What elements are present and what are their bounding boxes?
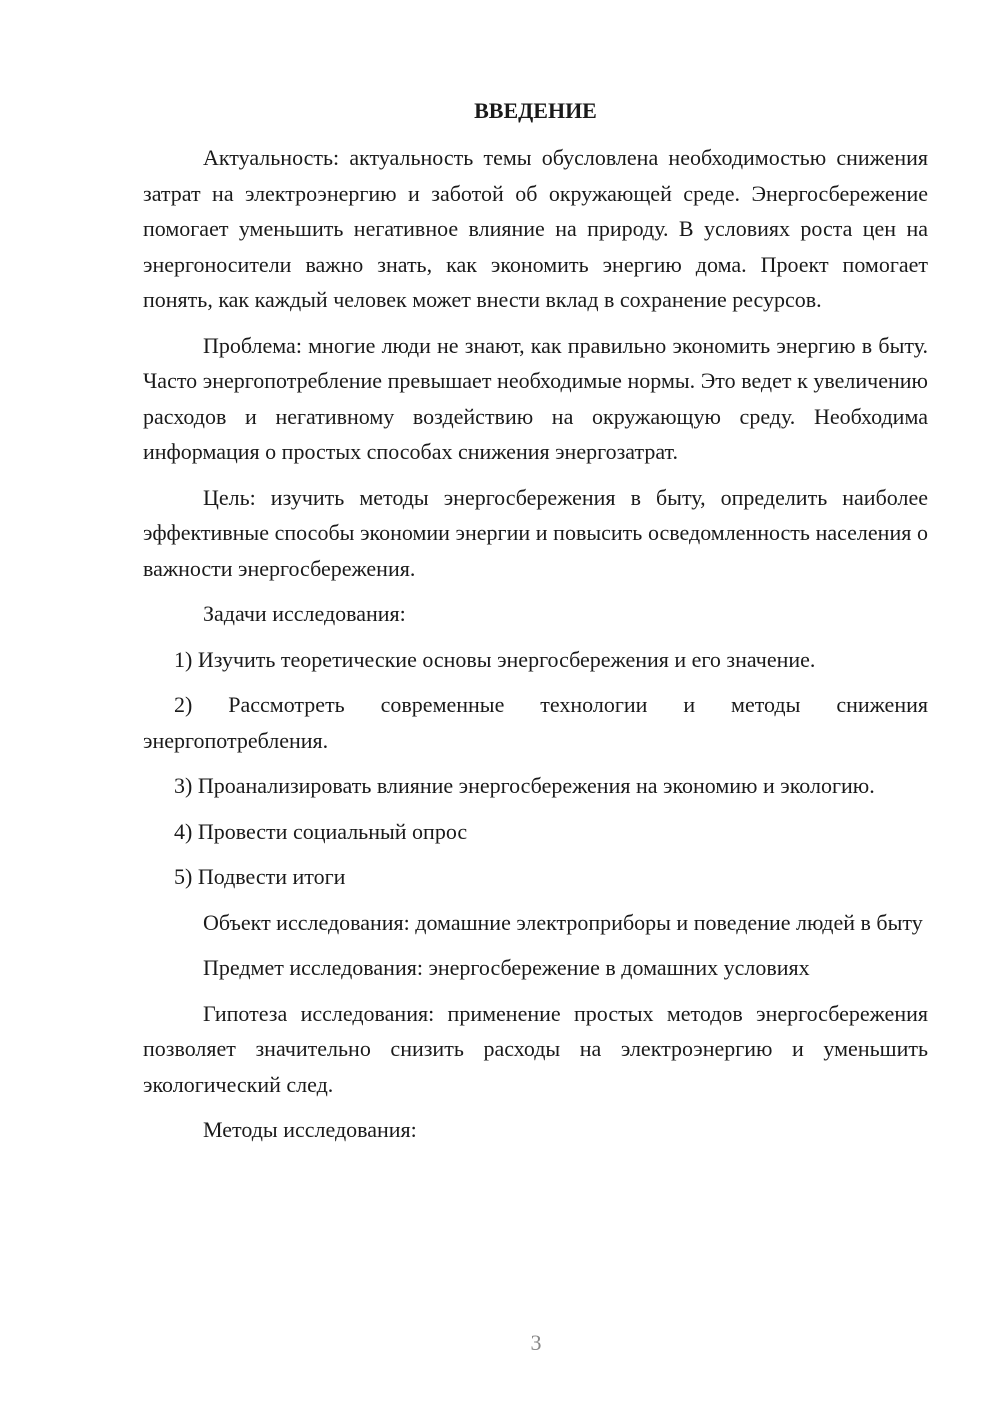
paragraph-relevance: Актуальность: актуальность темы обусловлена необходимостью снижения затрат на электроэнергию и заботой об окружающей среде. Энергосбережение помогает уменьшить негативное влияние на природу. В условиях роста цен на энергоносители важно знать, как экономить энергию дома. Проект помогает понять, как каждый человек может внести вклад в сохранение ресурсов. <box>143 145 928 312</box>
section-title: ВВЕДЕНИЕ <box>474 98 597 123</box>
paragraph-problem: Проблема: многие люди не знают, как правильно экономить энергию в быту. Часто энергопотребление превышает необходимые нормы. Это ведет к увеличению расходов и негативному воздействию на окружающую среду. Необходима информация о простых способах снижения энергозатрат. <box>143 332 928 464</box>
task-item-3: 3) Проанализировать влияние энергосбережения на экономию и экологию. <box>174 773 875 798</box>
page-number: 3 <box>530 1330 542 1355</box>
task-item-5: 5) Подвести итоги <box>174 864 346 889</box>
paragraph-hypothesis: Гипотеза исследования: применение простых методов энергосбережения позволяет значительно снизить расходы на электроэнергию и уменьшить экологический след. <box>143 1000 928 1097</box>
methods-heading: Методы исследования: <box>203 1117 417 1142</box>
paragraph-object: Объект исследования: домашние электроприборы и поведение людей в быту <box>203 909 923 935</box>
task-item-4: 4) Провести социальный опрос <box>174 818 468 844</box>
task-item-1: 1) Изучить теоретические основы энергосбережения и его значение. <box>174 646 816 672</box>
tasks-heading: Задачи исследования: <box>203 601 406 626</box>
paragraph-subject: Предмет исследования: энергосбережение в домашних условиях <box>203 955 810 980</box>
task-item-2: 2) Рассмотреть современные технологии и методы снижения энергопотребления. <box>143 692 928 753</box>
document-page <box>143 95 928 1355</box>
paragraph-goal: Цель: изучить методы энергосбережения в быту, определить наиболее эффективные способы экономии энергии и повысить осведомленность населения о важности энергосбережения. <box>143 484 928 581</box>
